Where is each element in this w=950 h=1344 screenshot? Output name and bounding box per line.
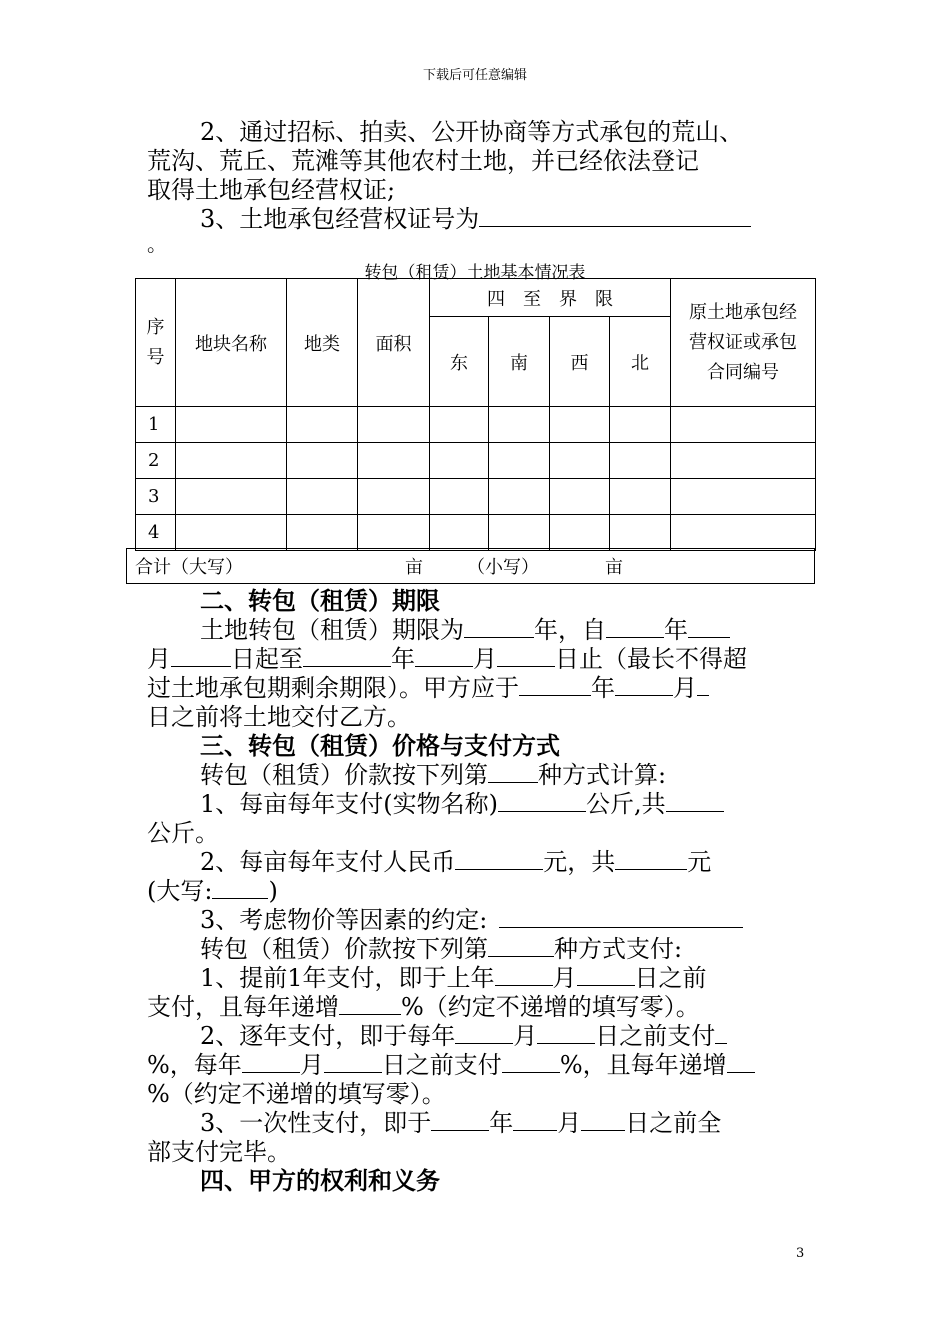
paragraph-line: 2、通过招标、拍卖、公开协商等方式承包的荒山、 <box>200 118 744 146</box>
paragraph-line: %（约定不递增的填写零）。 <box>147 1080 446 1108</box>
page-header: 下载后可任意编辑 <box>422 68 527 83</box>
total-mu-unit: 亩 <box>405 557 423 578</box>
header-seq: 序号 <box>136 279 176 407</box>
paragraph-line: 取得土地承包经营权证; <box>147 176 396 204</box>
page-number: 3 <box>796 1246 805 1261</box>
cert-number-line: 3、土地承包经营权证号为 <box>200 204 751 234</box>
table-caption: 转包（租赁）土地基本情况表 <box>364 263 586 283</box>
cert-number-blank[interactable] <box>479 204 751 227</box>
paragraph-line: 转包（租赁）价款按下列第 种方式计算: <box>200 761 667 789</box>
paragraph-line: 3、一次性支付，即于 年 月 日之前全 <box>200 1109 722 1137</box>
paragraph-line: 支付，且每年递增 %（约定不递增的填写零）。 <box>147 993 700 1021</box>
row-number: 3 <box>136 479 176 515</box>
land-info-table <box>135 278 816 551</box>
header-north: 北 <box>610 317 671 407</box>
paragraph-line: 2、逐年支付，即于每年 月 日之前支付 <box>200 1021 727 1051</box>
table-row <box>136 443 816 479</box>
row-number: 1 <box>136 407 176 443</box>
total-small-label: （小写） <box>467 557 539 578</box>
paragraph-line: 公斤。 <box>147 819 219 847</box>
paragraph-line: 部支付完毕。 <box>147 1138 291 1166</box>
paragraph-line: %，每年 月 日之前支付 %，且每年递增 <box>147 1050 755 1080</box>
table-row <box>136 515 816 551</box>
table-row <box>136 407 816 443</box>
section-title: 二、转包（租赁）期限 <box>200 586 440 615</box>
paragraph-line: 2、每亩每年支付人民币 元，共 元 <box>200 848 712 876</box>
header-west: 西 <box>550 317 610 407</box>
paragraph-line: 过土地承包期剩余期限）。甲方应于 年 月 <box>147 673 709 703</box>
section-title: 三、转包（租赁）价格与支付方式 <box>200 731 560 760</box>
header-east: 东 <box>430 317 489 407</box>
section-title: 四、甲方的权利和义务 <box>200 1166 440 1195</box>
header-name: 地块名称 <box>176 279 287 407</box>
paragraph-line: 转包（租赁）价款按下列第 种方式支付: <box>200 935 683 963</box>
paragraph-line: 月 日起至 年 月 日止（最长不得超 <box>147 645 747 673</box>
period-mark: 。 <box>147 232 167 256</box>
header-type: 地类 <box>287 279 358 407</box>
paragraph-line: 3、考虑物价等因素的约定: <box>200 905 743 935</box>
header-south: 南 <box>489 317 550 407</box>
paragraph-line: (大写: ) <box>147 877 278 905</box>
paragraph-line: 1、提前1年支付，即于上年 月 日之前 <box>200 964 707 992</box>
total-label: 合计（大写） <box>135 557 243 578</box>
paragraph-line: 1、每亩每年支付(实物名称) 公斤,共 <box>200 789 724 819</box>
header-area: 面积 <box>358 279 430 407</box>
paragraph-line: 荒沟、荒丘、荒滩等其他农村土地，并已经依法登记 <box>147 147 699 175</box>
paragraph-line: 土地转包（租赁）期限为 年，自 年 <box>200 615 730 645</box>
total-mu-unit-small: 亩 <box>605 557 623 578</box>
header-cert: 原土地承包经营权证或承包合同编号 <box>671 279 816 407</box>
row-number: 4 <box>136 515 176 551</box>
table-row <box>136 479 816 515</box>
paragraph-line: 日之前将土地交付乙方。 <box>147 703 411 731</box>
total-row <box>126 548 815 584</box>
row-number: 2 <box>136 443 176 479</box>
header-boundaries: 四 至 界 限 <box>430 279 671 317</box>
